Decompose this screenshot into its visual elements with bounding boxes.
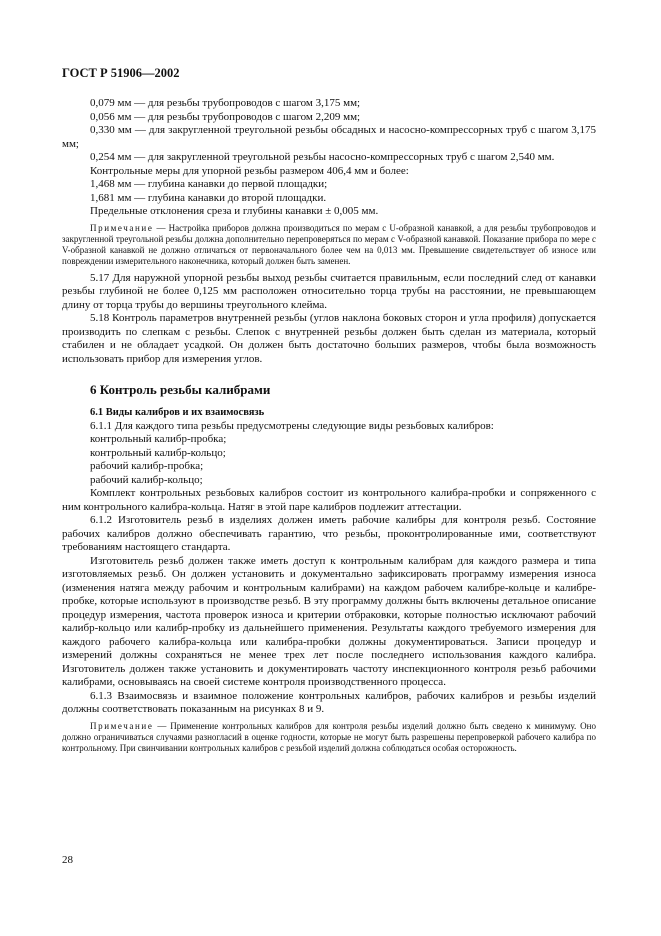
note-1 [62,223,596,268]
note-label: Примечание [90,720,154,731]
clause-6-1-2: 6.1.2 Изготовитель резьб в изделиях должен иметь рабочие калибры для контроля резьб. Состояние рабочих калибров должно обеспечивать гарантию, что резьбы, проконтролированные ими, соответствуют требованиям настоящего стандарта. [62,514,596,554]
clause-5-18: 5.18 Контроль параметров внутренней резьбы (углов наклона боковых сторон и угла профиля) допускается производить по слепкам с резьбы. Слепок с внутренней резьбы должен быть сделан из материала, который стабилен и не обладает усадкой. Он должен быть достаточно больших размеров, чтобы была возможность использовать прибор для измерения углов. [62,312,596,365]
paragraph: 1,681 мм — глубина канавки до второй площадки. [90,191,327,204]
paragraph: 0,056 мм — для резьбы трубопроводов с шагом 2,209 мм; [90,110,361,123]
page-number: 28 [62,854,73,866]
list-item: контрольный калибр-кольцо; [90,446,226,459]
paragraph: Контрольные меры для упорной резьбы размером 406,4 мм и более: [90,164,409,177]
paragraph: 1,468 мм — глубина канавки до первой площадки; [90,178,328,190]
paragraph: Комплект контрольных резьбовых калибров состоит из контрольного калибра-пробки и сопряженного с ним контрольного калибра-кольца. Натяг в этой паре калибров подлежит аттестации. [62,487,596,513]
clause-6-1-3: 6.1.3 Взаимосвязь и взаимное положение контрольных калибров, рабочих калибров и резьбы изделий должны соответствовать показанным на рисунках 8 и 9. [62,689,596,716]
standard-header: ГОСТ Р 51906—2002 [62,66,180,80]
list-item: рабочий калибр-пробка; [90,460,204,473]
list-item: рабочий калибр-кольцо; [90,473,203,486]
paragraph: Предельные отклонения среза и глубины канавки ± 0,005 мм. [90,205,379,217]
note-text: — Настройка приборов должна производиться по мерам с U-образной канавкой, а для резьбы трубопроводов и закругленной треугольной резьбы должна дополнительно перепроверяться по мерам с V-образной канавкой. Показание прибора по мере с V-образной канавкой не должно отличаться от первоначального более чем на 0,013 мм. Превышение свидетельствует об износе или повреждении измерительного наконечника, который должен быть заменен. [62,222,596,267]
note-label: Примечание [90,222,154,233]
paragraph: 0,254 мм — для закругленной треугольной резьбы насосно-компрессорных труб с шагом 2,540 мм. [90,151,555,163]
note-2 [62,721,596,755]
page-content [62,97,596,755]
clause-5-17: 5.17 Для наружной упорной резьбы выход резьбы считается правильным, если последний след от канавки резьбы глубиной не более 0,125 мм расположен относительно торца трубы на расстоянии, не превышающем длину от торца трубы до вершины треугольного клейма. [62,271,596,311]
list-item: контрольный калибр-пробка; [90,433,227,446]
paragraph: Изготовитель резьб должен также иметь доступ к контрольным калибрам для каждого размера и типа изготовляемых резьб. Он должен установить и документально зафиксировать программу измерения износа (изменения натяга между рабочим и контрольным калибрами) на каждом рабочем калибре-кольце и калибре-пробке, которые используют в производстве резьб. В эту программу должны быть включены детальное описание процедур измерения, частота проверок износа и критерии отбраковки, которые полностью исключают рабочий калибр-кольцо или калибр-пробку из дальнейшего применения. Результаты каждого требуемого измерения для каждого рабочего калибра-кольца или калибра-пробки должны документироваться. Записи процедур и измерений должны сохраняться не менее трех лет после последнего использования каждого калибра. Изготовитель должен также установить и документировать частоту инспекционного контроля резьб рабочими калибрами, основываясь на своей системе контроля производственного процесса. [62,554,596,689]
clause-6-1-1: 6.1.1 Для каждого типа резьбы предусмотрены следующие виды резьбовых калибров: [90,419,494,432]
subsection-6-1-heading: 6.1 Виды калибров и их взаимосвязь [90,407,265,419]
paragraph: 0,079 мм — для резьбы трубопроводов с шагом 3,175 мм; [90,97,361,109]
note-text: — Применение контрольных калибров для контроля резьбы изделий должно быть сведено к минимуму. Оно должно ограничиваться случаями разногласий в оценке годности, которые не могут быть разрешены перепроверкой рабочего калибра по контрольному. При свинчивании контрольных калибров с резьбой изделий должна соблюдаться особая осторожность. [62,720,596,754]
paragraph: 0,330 мм — для закругленной треугольной резьбы обсадных и насосно-компрессорных труб с шагом 3,175 мм; [62,124,596,150]
section-6-heading: 6 Контроль резьбы калибрами [90,382,271,398]
